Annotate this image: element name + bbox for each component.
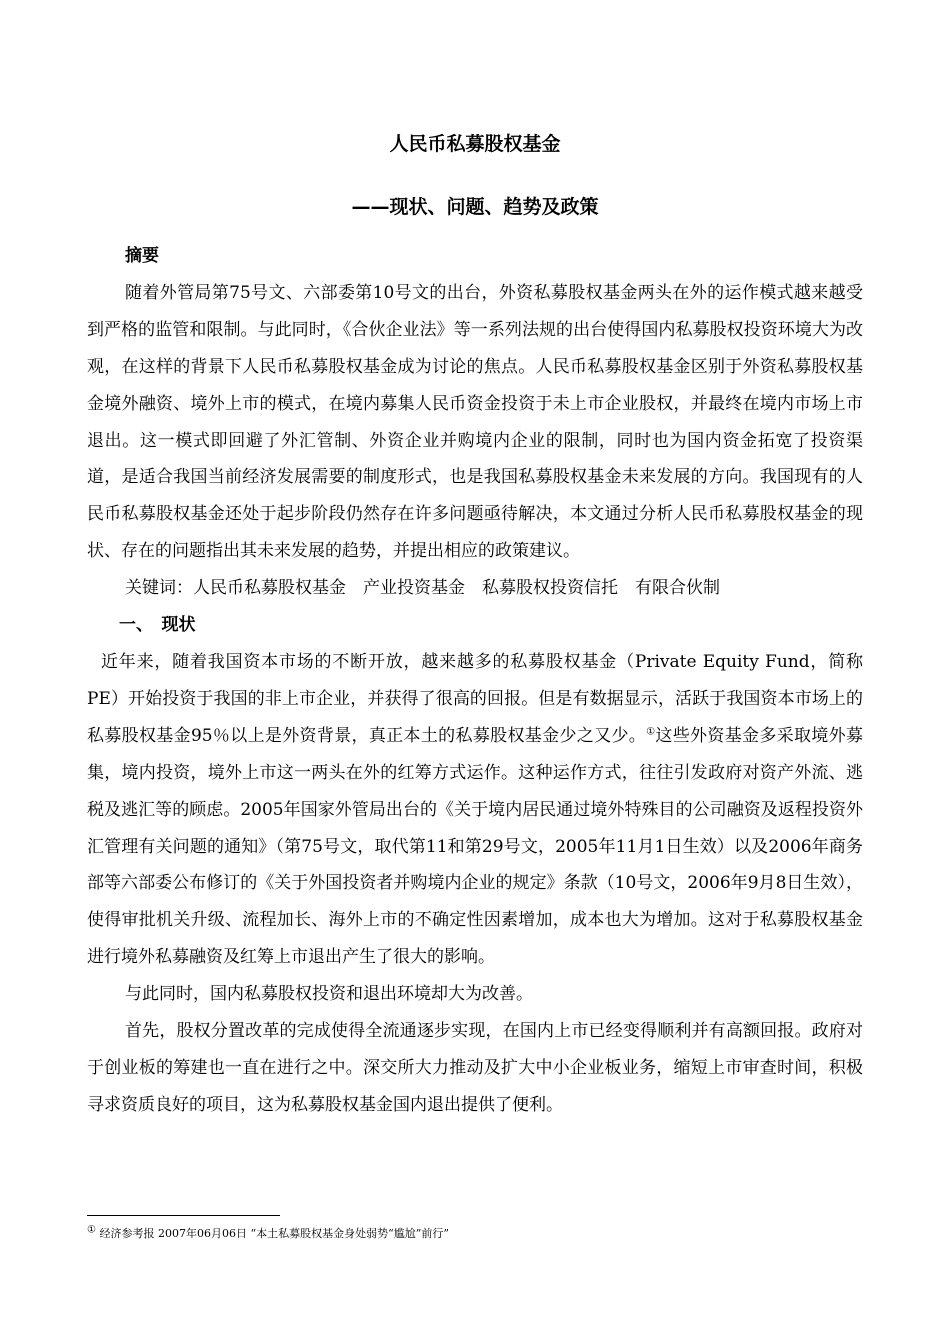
- document-title: 人民币私募股权基金: [389, 133, 561, 155]
- document-body: [87, 238, 863, 1124]
- section-1-paragraph-1: [87, 644, 863, 976]
- section-1-heading: 一、 现状: [119, 615, 196, 636]
- footnote: [87, 1225, 449, 1241]
- section-1-paragraph-1-part-b: 这些外资基金多采取境外募集，境内投资，境外上市这一两头在外的红筹方式运作。这种运作方式，往往引发政府对资产外流、逃税及逃汇等的顾虑。2005年国家外管局出台的《关于境内居民通过境外特殊目的公司融资及返程投资外汇管理有关问题的通知》（第75号文，取代第11和第29号文，2005年11月1日生效）以及2006年商务部等六部委公布修订的《关于外国投资者并购境内企业的规定》条款（10号文，2006年9月8日生效），使得审批机关升级、流程加长、海外上市的不确定性因素增加，成本也大为增加。这对于私募股权基金进行境外私募融资及红筹上市退出产生了很大的影响。: [87, 725, 864, 968]
- document-subtitle: ——现状、问题、趋势及政策: [351, 196, 599, 218]
- footnote-text: 经济参考报 2007年06月06日 “本土私募股权基金身处弱势“尴尬”前行”: [99, 1227, 449, 1240]
- footnote-separator: [87, 1215, 280, 1216]
- section-1-paragraph-3: 首先，股权分置改革的完成使得全流通逐步实现，在国内上市已经变得顺利并有高额回报。政府对于创业板的筹建也一直在进行之中。深交所大力推动及扩大中小企业板业务，缩短上市审查时间，积极寻求资质良好的项目，这为私募股权基金国内退出提供了便利。: [87, 1021, 863, 1115]
- footnote-mark: ①: [87, 1224, 96, 1236]
- keywords: 关键词：人民币私募股权基金 产业投资基金 私募股权投资信托 有限合伙制: [125, 578, 720, 599]
- footnote-reference[interactable]: ①: [646, 726, 656, 738]
- abstract-text: 随着外管局第75号文、六部委第10号文的出台，外资私募股权基金两头在外的运作模式越来越受到严格的监管和限制。与此同时，《合伙企业法》等一系列法规的出台使得国内私募股权投资环境大为改观，在这样的背景下人民币私募股权基金成为讨论的焦点。人民币私募股权基金区别于外资私募股权基金境外融资、境外上市的模式，在境内募集人民币资金投资于未上市企业股权，并最终在境内市场上市退出。这一模式即回避了外汇管制、外资企业并购境内企业的限制，同时也为国内资金拓宽了投资渠道，是适合我国当前经济发展需要的制度形式，也是我国私募股权基金未来发展的方向。我国现有的人民币私募股权基金还处于起步阶段仍然存在许多问题亟待解决，本文通过分析人民币私募股权基金的现状、存在的问题指出其未来发展的趋势，并提出相应的政策建议。: [87, 282, 863, 562]
- section-1-paragraph-1-part-a: 近年来，随着我国资本市场的不断开放，越来越多的私募股权基金（Private Equity Fund，简称PE）开始投资于我国的非上市企业，并获得了很高的回报。但是有数据显示，活跃于我国资本市场上的私募股权基金95％以上是外资背景，真正本土的私募股权基金少之又少。: [87, 651, 863, 746]
- abstract-heading: 摘要: [125, 246, 159, 266]
- section-1-paragraph-2: 与此同时，国内私募股权投资和退出环境却大为改善。: [125, 984, 533, 1005]
